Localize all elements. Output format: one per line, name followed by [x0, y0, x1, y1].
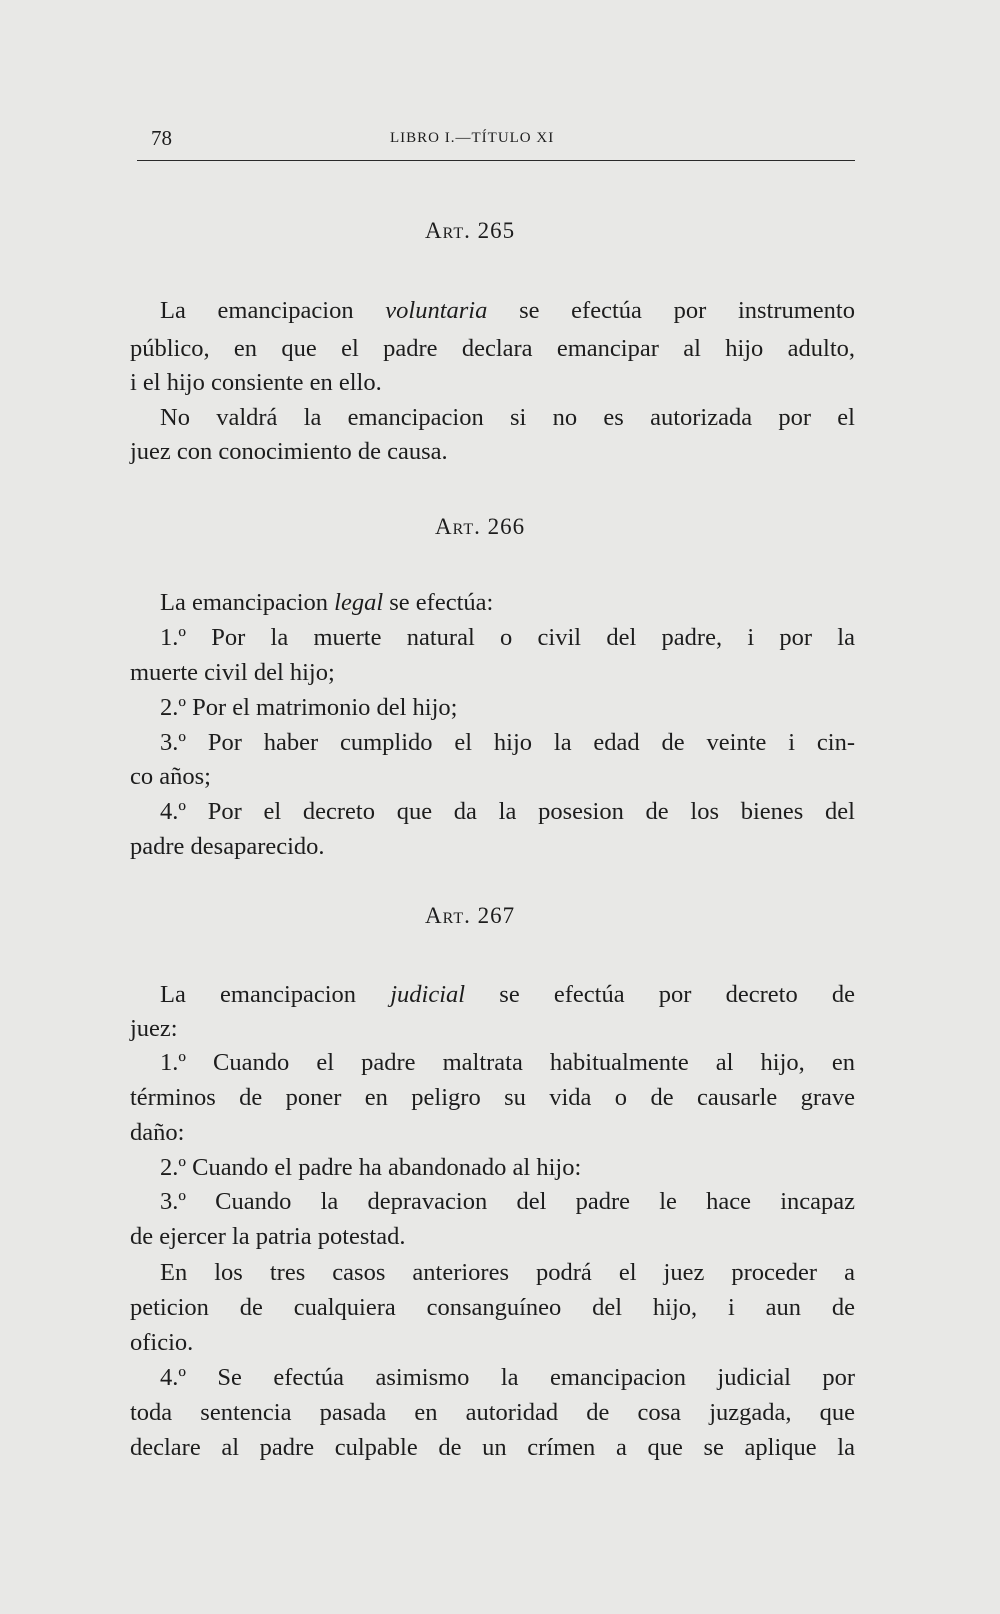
- text-line: 3.º Cuando la depravacion del padre le hace incapaz: [160, 1188, 855, 1215]
- text-line: público, en que el padre declara emancipar al hijo adulto,: [130, 335, 855, 362]
- text-line: de ejercer la patria potestad.: [130, 1223, 406, 1250]
- text-line: daño:: [130, 1119, 185, 1146]
- text-line: muerte civil del hijo;: [130, 659, 335, 686]
- text-line: 1.º Cuando el padre maltrata habitualmente al hijo, en: [160, 1049, 855, 1076]
- text-line: términos de poner en peligro su vida o de causarle grave: [130, 1084, 855, 1111]
- text-line: [160, 980, 855, 1012]
- article-number: 267: [477, 903, 516, 928]
- article-number: 265: [477, 218, 516, 243]
- article-label: Art.: [435, 514, 481, 539]
- article-number: 266: [487, 514, 526, 539]
- text-line: i el hijo consiente en ello.: [130, 369, 382, 396]
- text-line: co años;: [130, 763, 211, 790]
- text-line: 4.º Se efectúa asimismo la emancipacion judicial por: [160, 1364, 855, 1391]
- text-run: La emancipacion: [160, 981, 391, 1008]
- text-line: [160, 296, 855, 328]
- article-265-heading: [425, 218, 515, 244]
- italic-term: judicial: [390, 981, 466, 1008]
- text-line: toda sentencia pasada en autoridad de cosa juzgada, que: [130, 1399, 855, 1426]
- text-run: La emancipacion: [160, 297, 386, 324]
- article-267-heading: [425, 903, 515, 929]
- text-line: 3.º Por haber cumplido el hijo la edad de veinte i cin-: [160, 729, 855, 756]
- text-run: se efectúa por decreto de: [465, 981, 855, 1008]
- text-line: [160, 588, 855, 620]
- text-line: No valdrá la emancipacion si no es autorizada por el: [160, 404, 855, 431]
- text-line: 4.º Por el decreto que da la posesion de los bienes del: [160, 798, 855, 825]
- text-line: peticion de cualquiera consanguíneo del hijo, i aun de: [130, 1294, 855, 1321]
- text-run: se efectúa:: [383, 589, 494, 616]
- running-head: LIBRO I.—TÍTULO XI: [390, 130, 555, 146]
- text-line: juez con conocimiento de causa.: [130, 438, 448, 465]
- page-header: [137, 122, 855, 161]
- text-line: juez:: [130, 1015, 178, 1042]
- text-run: se efectúa por instrumento: [487, 297, 855, 324]
- article-266-heading: [435, 514, 525, 540]
- text-line: declare al padre culpable de un crímen a que se aplique la: [130, 1434, 855, 1461]
- article-label: Art.: [425, 903, 471, 928]
- page-number: 78: [151, 126, 172, 150]
- italic-term: legal: [334, 589, 384, 616]
- text-line: oficio.: [130, 1329, 194, 1356]
- text-line: 1.º Por la muerte natural o civil del padre, i por la: [160, 624, 855, 651]
- article-label: Art.: [425, 218, 471, 243]
- text-line: 2.º Cuando el padre ha abandonado al hijo:: [160, 1154, 582, 1181]
- text-line: 2.º Por el matrimonio del hijo;: [160, 694, 458, 721]
- text-line: padre desaparecido.: [130, 833, 325, 860]
- italic-term: voluntaria: [385, 297, 488, 324]
- text-line: En los tres casos anteriores podrá el juez proceder a: [160, 1259, 855, 1286]
- text-run: La emancipacion: [160, 589, 335, 616]
